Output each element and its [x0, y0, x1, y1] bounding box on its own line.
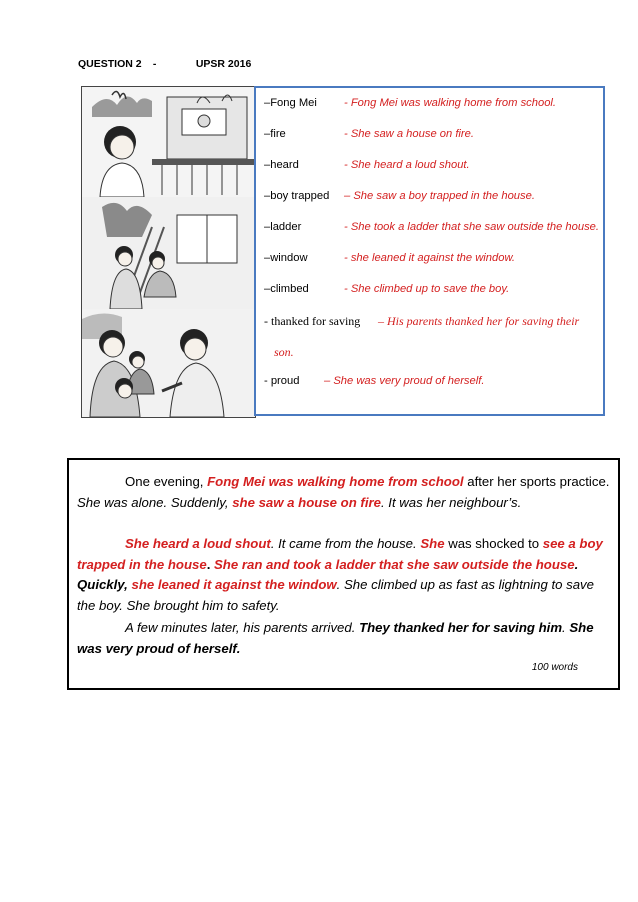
note-line [274, 345, 294, 360]
essay-text-run: she leaned it against the window [131, 577, 337, 592]
note-value: – She was very proud of herself. [324, 375, 485, 387]
essay-text-run: after her sports practice. [463, 474, 610, 489]
picture-panel-thanks [82, 309, 255, 417]
fire-scene-illustration [82, 87, 255, 197]
note-key: - proud [264, 375, 300, 387]
essay-paragraph-1 [77, 472, 615, 513]
note-value: - Fong Mei was walking home from school. [344, 97, 557, 109]
note-key: –heard [264, 159, 299, 171]
note-value: - she leaned it against the window. [344, 252, 516, 264]
note-value: - She heard a loud shout. [344, 159, 470, 171]
note-key: –boy trapped [264, 190, 330, 202]
note-key: –climbed [264, 283, 309, 295]
notes-box [254, 86, 605, 416]
essay-text-run: She [420, 536, 445, 551]
picture-series [81, 86, 256, 418]
essay-text-run: She ran and took a ladder that she saw outside the house [214, 556, 575, 572]
essay-text-run: was shocked to [444, 536, 543, 551]
question-label: QUESTION 2 [78, 58, 142, 70]
essay-text-run: A few minutes later, his parents arrived. [125, 620, 360, 635]
note-line [264, 252, 515, 264]
note-value: – His parents thanked her for saving their [378, 314, 580, 328]
exam-label: UPSR 2016 [195, 58, 252, 70]
essay-text-run: . She climbed up as fast as lightning to save the boy. She brought him to safety. [77, 577, 594, 613]
word-count: 100 words [531, 662, 578, 673]
essay-text-run: she saw a house on fire [232, 494, 381, 510]
note-key: –window [264, 252, 308, 264]
note-value: - She climbed up to save the boy. [344, 283, 510, 295]
note-key: –fire [264, 128, 286, 140]
essay-text-run: She heard a loud shout [125, 536, 271, 551]
note-line [264, 314, 579, 329]
essay-text-run: . Quickly, [77, 556, 579, 592]
note-value: - She took a ladder that she saw outside the house. [344, 221, 599, 233]
essay-text-run: . It was her neighbour’s. [380, 494, 522, 510]
note-key: –ladder [264, 221, 302, 233]
essay-box [67, 458, 620, 690]
essay-text-run: They thanked her for saving him [359, 620, 563, 635]
note-value: - She saw a house on fire. [344, 128, 474, 140]
note-line [264, 97, 556, 109]
essay-paragraph-3 [77, 618, 615, 659]
header-dash: - [152, 58, 157, 70]
thanks-scene-illustration [82, 309, 255, 417]
essay-text-run: Fong Mei was walking home from school [207, 474, 464, 489]
note-key: –Fong Mei [264, 97, 317, 109]
picture-panel-fire [82, 87, 255, 198]
note-line [264, 221, 599, 233]
note-line [264, 159, 470, 171]
note-line [264, 190, 535, 202]
essay-text-run: . [562, 620, 570, 635]
note-value: son. [274, 345, 294, 359]
note-line [264, 283, 509, 295]
rescue-scene-illustration [82, 197, 255, 309]
note-key: - thanked for saving [264, 314, 361, 328]
essay-text-run: She was alone. Suddenly, [77, 494, 233, 510]
note-line [264, 128, 474, 140]
picture-panel-rescue [82, 197, 255, 310]
essay-paragraph-2 [77, 534, 615, 616]
essay-text-run: One evening, [125, 474, 208, 489]
essay-text-run: . It came from the house. [270, 536, 421, 551]
page-header [78, 58, 251, 70]
note-value: – She saw a boy trapped in the house. [344, 190, 535, 202]
essay-text-run: She was very proud of herself. [77, 620, 594, 656]
essay-text-run: . [206, 556, 215, 572]
note-line [264, 375, 484, 387]
essay-text-run: see a boy trapped in the house [77, 536, 603, 572]
